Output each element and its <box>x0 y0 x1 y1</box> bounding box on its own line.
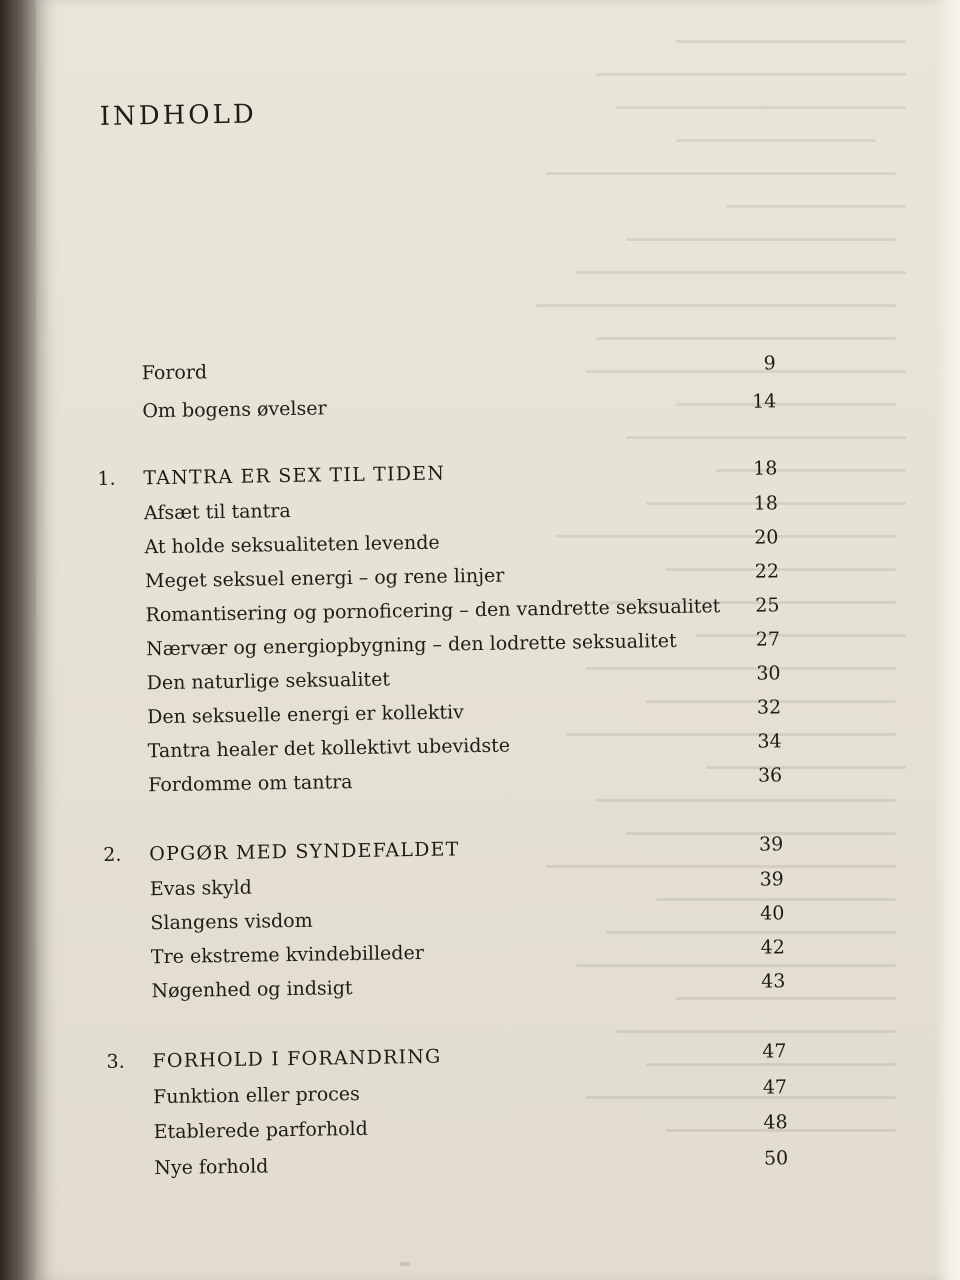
entry-page: 9 <box>763 352 776 375</box>
section-title: Tantra healer det kollektivt ubevidste <box>147 734 511 763</box>
chapter-number: 2. <box>103 843 122 866</box>
entry-title: Om bogens øvelser <box>142 397 327 423</box>
section-title: Den seksuelle energi er kollektiv <box>146 701 465 729</box>
section-title: Den naturlige seksualitet <box>146 668 391 695</box>
section-page: 43 <box>761 970 786 993</box>
toc-entry-front <box>0 383 957 428</box>
section-title: Etablerede parforhold <box>153 1117 368 1144</box>
section-title: Evas skyld <box>149 876 253 901</box>
section-page: 36 <box>757 764 783 787</box>
paper-mark <box>400 1262 410 1266</box>
entry-page: 14 <box>751 390 777 413</box>
toc-entry-front <box>0 345 956 390</box>
section-page: 20 <box>754 526 779 549</box>
chapter-page: 39 <box>758 833 784 856</box>
page-title: INDHOLD <box>99 99 257 132</box>
section-page: 34 <box>757 730 782 753</box>
section-page: 22 <box>754 560 780 583</box>
section-title: Fordomme om tantra <box>148 771 353 797</box>
section-page: 30 <box>756 662 781 685</box>
section-title: Nærvær og energiopbygning – den lodrette seksualitet <box>145 629 677 661</box>
section-title: Nøgenhed og indsigt <box>151 977 353 1003</box>
section-page: 27 <box>755 628 781 651</box>
chapter-title: OPGØR MED SYNDEFALDET <box>149 838 460 866</box>
chapter-title: FORHOLD I FORANDRING <box>152 1045 442 1073</box>
section-title: Meget seksuel energi – og rene linjer <box>144 564 505 593</box>
section-page: 32 <box>756 696 782 719</box>
section-title: Tre ekstreme kvindebilleder <box>150 941 424 969</box>
section-title: Nye forhold <box>154 1155 269 1180</box>
section-page: 47 <box>762 1076 788 1099</box>
section-page: 39 <box>759 868 784 891</box>
section-page: 42 <box>760 936 786 959</box>
section-title: Afsæt til tantra <box>143 499 291 525</box>
section-title: Romantisering og pornoficering – den vandrette seksualitet <box>145 595 721 627</box>
section-title: Funktion eller proces <box>152 1082 360 1109</box>
section-page: 18 <box>753 492 779 515</box>
section-page: 25 <box>755 594 780 617</box>
section-page: 40 <box>759 902 785 925</box>
chapter-number: 1. <box>97 467 116 490</box>
section-page: 50 <box>763 1147 789 1170</box>
chapter-number: 3. <box>106 1050 125 1073</box>
section-page: 48 <box>763 1111 788 1134</box>
chapter-title: TANTRA ER SEX TIL TIDEN <box>143 462 446 490</box>
entry-title: Forord <box>141 361 208 385</box>
section-title: Slangens visdom <box>150 909 313 935</box>
chapter-page: 18 <box>752 457 778 480</box>
chapter-page: 47 <box>762 1040 787 1063</box>
section-title: At holde seksualiteten levende <box>144 531 440 559</box>
